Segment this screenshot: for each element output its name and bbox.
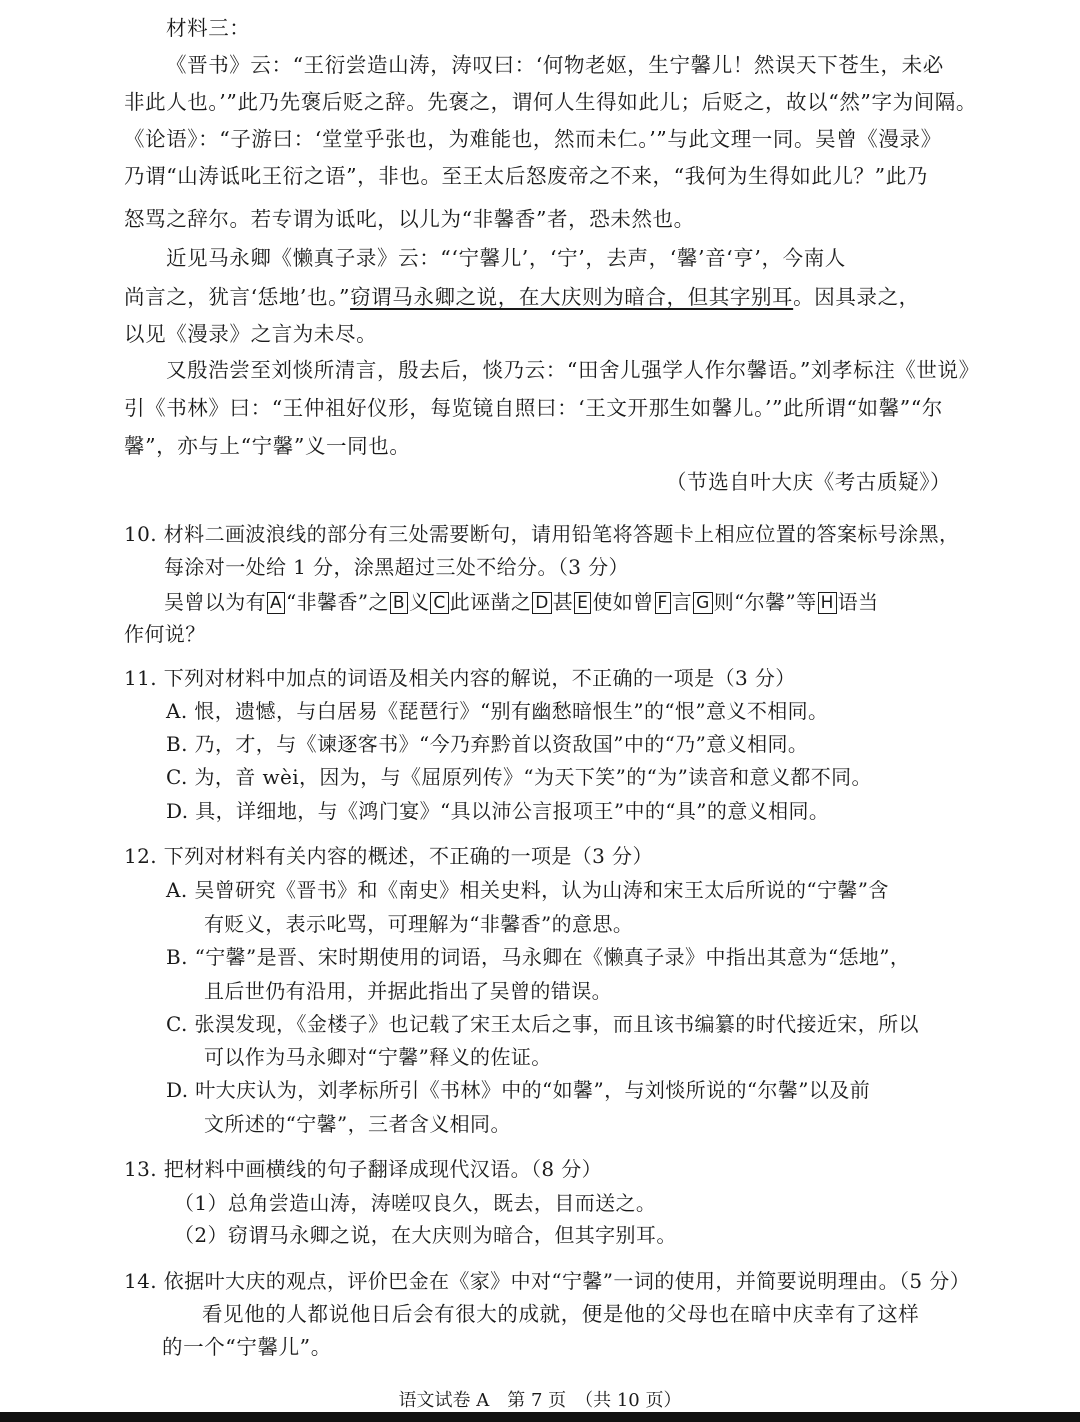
material-p3-line: 引《书林》曰：“王仲祖好仪形，每览镜自照曰：‘王文开那生如馨儿。’”此所谓“如馨”“尔 xyxy=(124,396,943,420)
question-12-option: 且后世仍有沿用，并据此指出了吴曾的错误。 xyxy=(204,979,612,1003)
material-p1-line: 《论语》：“子游曰：‘堂堂乎张也，为难能也，然而未仁。’”与此文理一同。吴曾《漫录》 xyxy=(124,127,942,151)
material-p2-text: 。因具录之， xyxy=(793,285,920,309)
material-p1-line: 乃谓“山涛诋叱王衍之语”，非也。至王太后怒废帝之不来，“我何为生得如此儿？”此乃 xyxy=(124,164,928,188)
material-p1-line: 《晋书》云：“王衍尝造山涛，涛叹曰：‘何物老妪，生宁馨儿！然误天下苍生，未必 xyxy=(166,53,944,77)
question-11-option: A. 恨，遗憾，与白居易《琵琶行》“别有幽愁暗恨生”的“恨”意义不相同。 xyxy=(166,699,829,723)
question-11-option: B. 乃，才，与《谏逐客书》“今乃弃黔首以资敌国”中的“乃”意义相同。 xyxy=(166,732,809,756)
underlined-sentence: 窃谓马永卿之说，在大庆则为暗合，但其字别耳 xyxy=(350,285,794,309)
question-14-stem: 14. 依据叶大庆的观点，评价巴金在《家》中对“宁馨”一词的使用，并简要说明理由。（5 分） xyxy=(124,1269,971,1293)
question-13-item: （1）总角尝造山涛，涛嗟叹良久，既去，目而送之。 xyxy=(174,1191,657,1215)
sentence-segment: 甚 xyxy=(552,590,574,614)
sentence-segment: 则“尔馨”等 xyxy=(713,590,817,614)
question-12-option: 有贬义，表示叱骂，可理解为“非馨香”的意思。 xyxy=(204,912,634,936)
sentence-segment: 言 xyxy=(671,590,693,614)
scan-edge xyxy=(0,1412,1080,1422)
answer-box-H: H xyxy=(818,592,837,614)
sentence-segment: “非馨香”之 xyxy=(286,590,389,614)
source-citation: （节选自叶大庆《考古质疑》） xyxy=(666,470,952,494)
page-footer: 语文试卷 A 第 7 页 （共 10 页） xyxy=(398,1390,682,1411)
question-11-option: D. 具，详细地，与《鸿门宴》“具以沛公言报项王”中的“具”的意义相同。 xyxy=(166,799,830,823)
material-p3-line: 又殷浩尝至刘惔所清言，殷去后，惔乃云：“田舍儿强学人作尔馨语。”刘孝标注《世说》 xyxy=(166,358,980,382)
answer-box-D: D xyxy=(532,592,552,614)
question-12-stem: 12. 下列对材料有关内容的概述，不正确的一项是（3 分） xyxy=(124,844,653,868)
answer-box-C: C xyxy=(430,592,448,614)
question-14-quote: 的一个“宁馨儿”。 xyxy=(162,1335,332,1359)
sentence-segment: 使如曾 xyxy=(592,590,654,614)
question-12-option: C. 张淏发现，《金楼子》也记载了宋王太后之事，而且该书编纂的时代接近宋，所以 xyxy=(166,1012,919,1036)
question-13-item: （2）窃谓马永卿之说，在大庆则为暗合，但其字别耳。 xyxy=(174,1223,677,1247)
material-p1-line: 怒骂之辞尔。若专谓为诋叱，以儿为“非馨香”者，恐未然也。 xyxy=(124,207,695,231)
question-11-option: C. 为，音 wèi，因为，与《屈原列传》“为天下笑”的“为”读音和意义都不同。 xyxy=(166,765,872,789)
answer-box-A: A xyxy=(267,592,285,614)
answer-box-B: B xyxy=(390,592,408,614)
question-10-stem: 每涂对一处给 1 分，涂黑超过三处不给分。（3 分） xyxy=(164,555,629,579)
question-14-quote: 看见他的人都说他日后会有很大的成就，便是他的父母也在暗中庆幸有了这样 xyxy=(202,1302,920,1326)
material-p2-line: 以见《漫录》之言为未尽。 xyxy=(124,322,378,346)
question-13-stem: 13. 把材料中画横线的句子翻译成现代汉语。（8 分） xyxy=(124,1157,603,1181)
answer-box-F: F xyxy=(655,592,671,614)
material-p2-line: 近见马永卿《懒真子录》云：“‘宁馨儿’，‘宁’，去声，‘馨’音‘亨’，今南人 xyxy=(166,246,846,270)
material-p2-text: 尚言之，犹言‘恁地’也。” xyxy=(124,285,351,309)
question-12-option: 可以作为马永卿对“宁馨”释义的佐证。 xyxy=(204,1045,552,1069)
question-12-option: A. 吴曾研究《晋书》和《南史》相关史料，认为山涛和宋王太后所说的“宁馨”含 xyxy=(166,878,889,902)
material-p3-line: 馨”，亦与上“宁馨”义一同也。 xyxy=(124,434,411,458)
question-12-option: B. “宁馨”是晋、宋时期使用的词语，马永卿在《懒真子录》中指出其意为“恁地”， xyxy=(166,945,911,969)
question-10-sentence xyxy=(164,588,879,616)
material-heading: 材料三： xyxy=(166,16,251,40)
question-11-stem: 11. 下列对材料中加点的词语及相关内容的解说，不正确的一项是（3 分） xyxy=(124,666,796,690)
material-p1-line: 非此人也。’”此乃先褒后贬之辞。先褒之，谓何人生得如此儿；后贬之，故以“然”字为间隔。 xyxy=(124,90,978,114)
sentence-segment: 义 xyxy=(408,590,430,614)
material-p2-line xyxy=(124,283,920,311)
question-10-sentence: 作何说？ xyxy=(124,622,206,646)
question-12-option: D. 叶大庆认为，刘孝标所引《书林》中的“如馨”，与刘惔所说的“尔馨”以及前 xyxy=(166,1078,871,1102)
question-10-stem: 10. 材料二画波浪线的部分有三处需要断句，请用铅笔将答题卡上相应位置的答案标号涂黑， xyxy=(124,522,960,546)
sentence-segment: 吴曾以为有 xyxy=(164,590,266,614)
sentence-segment: 语当 xyxy=(837,590,879,614)
question-12-option: 文所述的“宁馨”，三者含义相同。 xyxy=(204,1112,511,1136)
answer-box-G: G xyxy=(693,592,713,614)
answer-box-E: E xyxy=(574,592,591,614)
sentence-segment: 此诬凿之 xyxy=(449,590,532,614)
